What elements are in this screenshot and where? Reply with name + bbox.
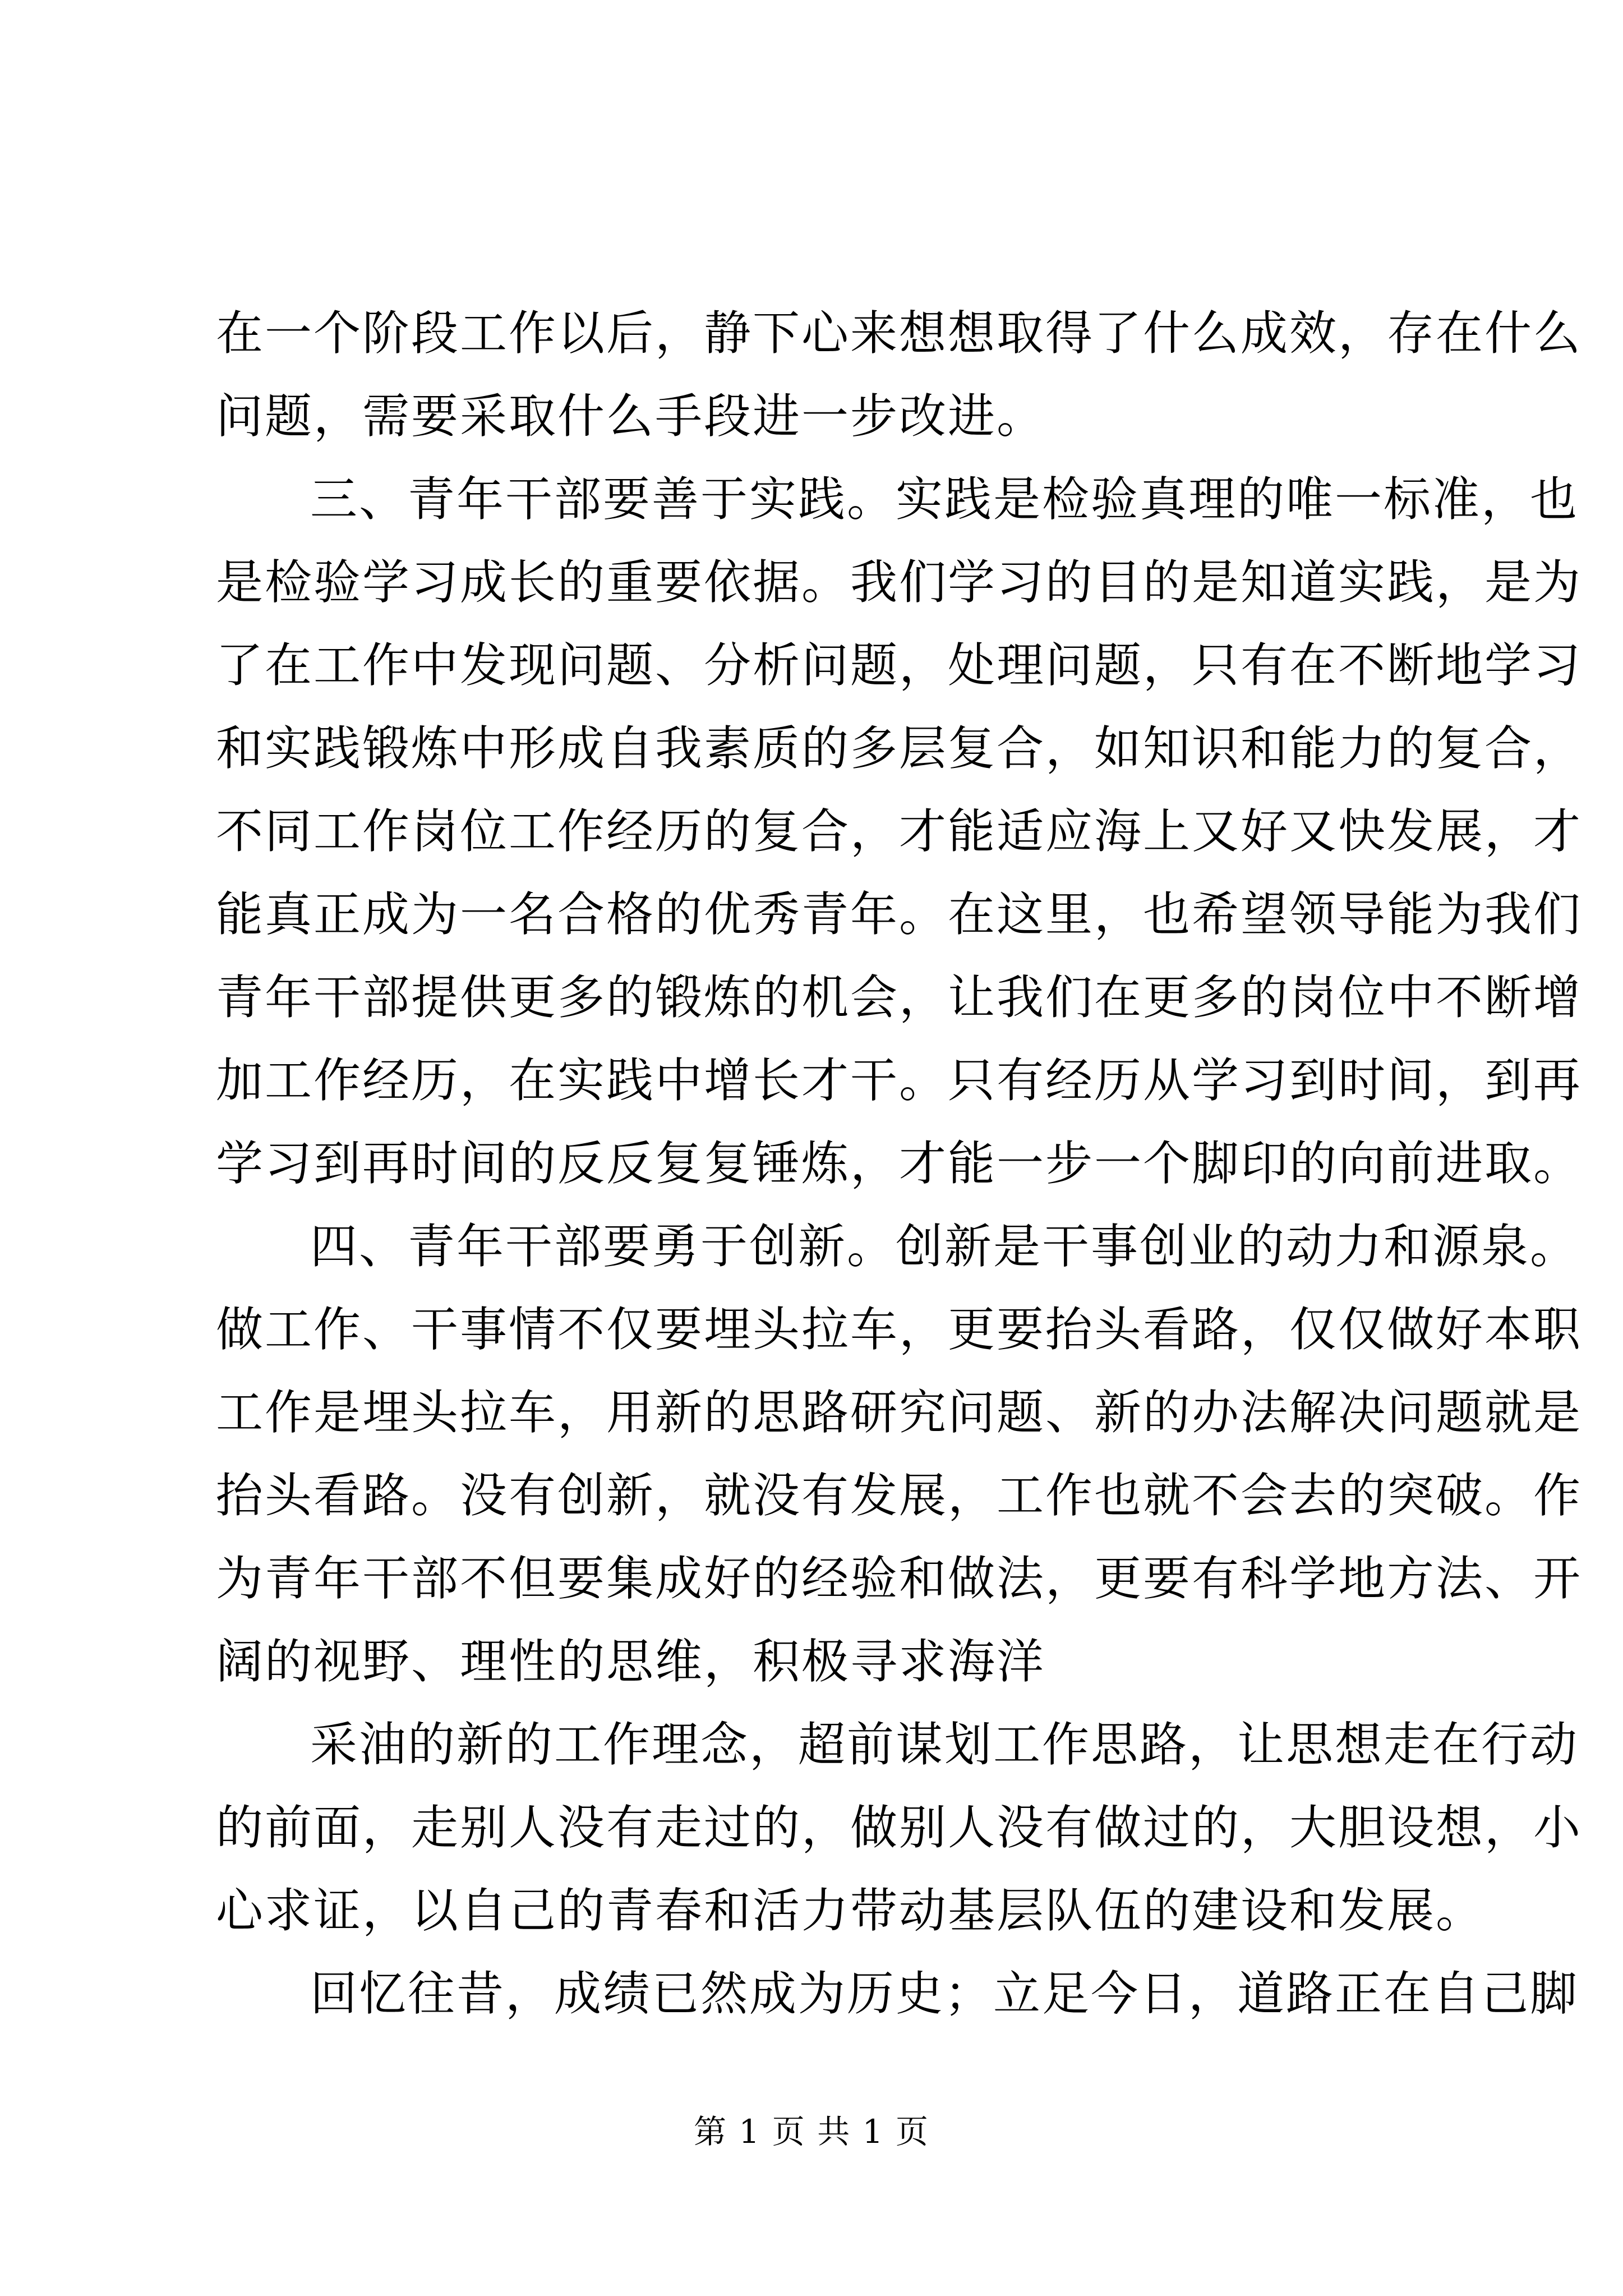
text-line: 为青年干部不但要集成好的经验和做法，更要有科学地方法、开 (216, 1551, 1583, 1606)
text-line: 是检验学习成长的重要依据。我们学习的目的是知道实践，是为 (216, 555, 1583, 610)
text-line: 能真正成为一名合格的优秀青年。在这里，也希望领导能为我们 (216, 887, 1583, 942)
text-line: 青年干部提供更多的锻炼的机会，让我们在更多的岗位中不断增 (216, 970, 1583, 1025)
paragraph-start-line: 四、青年干部要勇于创新。创新是干事创业的动力和源泉。 (310, 1219, 1579, 1274)
text-line: 阔的视野、理性的思维，积极寻求海洋 (216, 1634, 1046, 1689)
text-line: 做工作、干事情不仅要埋头拉车，更要抬头看路，仅仅做好本职 (216, 1302, 1583, 1357)
text-line: 在一个阶段工作以后，静下心来想想取得了什么成效，存在什么 (216, 306, 1583, 361)
text-line: 工作是埋头拉车，用新的思路研究问题、新的办法解决问题就是 (216, 1385, 1583, 1440)
text-line: 抬头看路。没有创新，就没有发展，工作也就不会去的突破。作 (216, 1468, 1583, 1523)
text-line: 不同工作岗位工作经历的复合，才能适应海上又好又快发展，才 (216, 804, 1583, 859)
text-line: 加工作经历，在实践中增长才干。只有经历从学习到时间，到再 (216, 1053, 1583, 1108)
text-line: 心求证，以自己的青春和活力带动基层队伍的建设和发展。 (216, 1883, 1485, 1938)
page-footer: 第 1 页 共 1 页 (694, 2113, 929, 2151)
paragraph-start-line: 三、青年干部要善于实践。实践是检验真理的唯一标准，也 (310, 472, 1579, 527)
text-line: 的前面，走别人没有走过的，做别人没有做过的，大胆设想，小 (216, 1800, 1583, 1855)
text-line: 学习到再时间的反反复复锤炼，才能一步一个脚印的向前进取。 (216, 1136, 1583, 1191)
paragraph-start-line: 回忆往昔，成绩已然成为历史；立足今日，道路正在自己脚 (310, 1966, 1579, 2021)
text-line: 和实践锻炼中形成自我素质的多层复合，如知识和能力的复合， (216, 721, 1583, 776)
text-line: 了在工作中发现问题、分析问题，处理问题，只有在不断地学习 (216, 638, 1583, 693)
paragraph-start-line: 采油的新的工作理念，超前谋划工作思路，让思想走在行动 (310, 1717, 1579, 1772)
body-text (216, 292, 1583, 2035)
text-line: 问题，需要采取什么手段进一步改进。 (216, 389, 1046, 444)
